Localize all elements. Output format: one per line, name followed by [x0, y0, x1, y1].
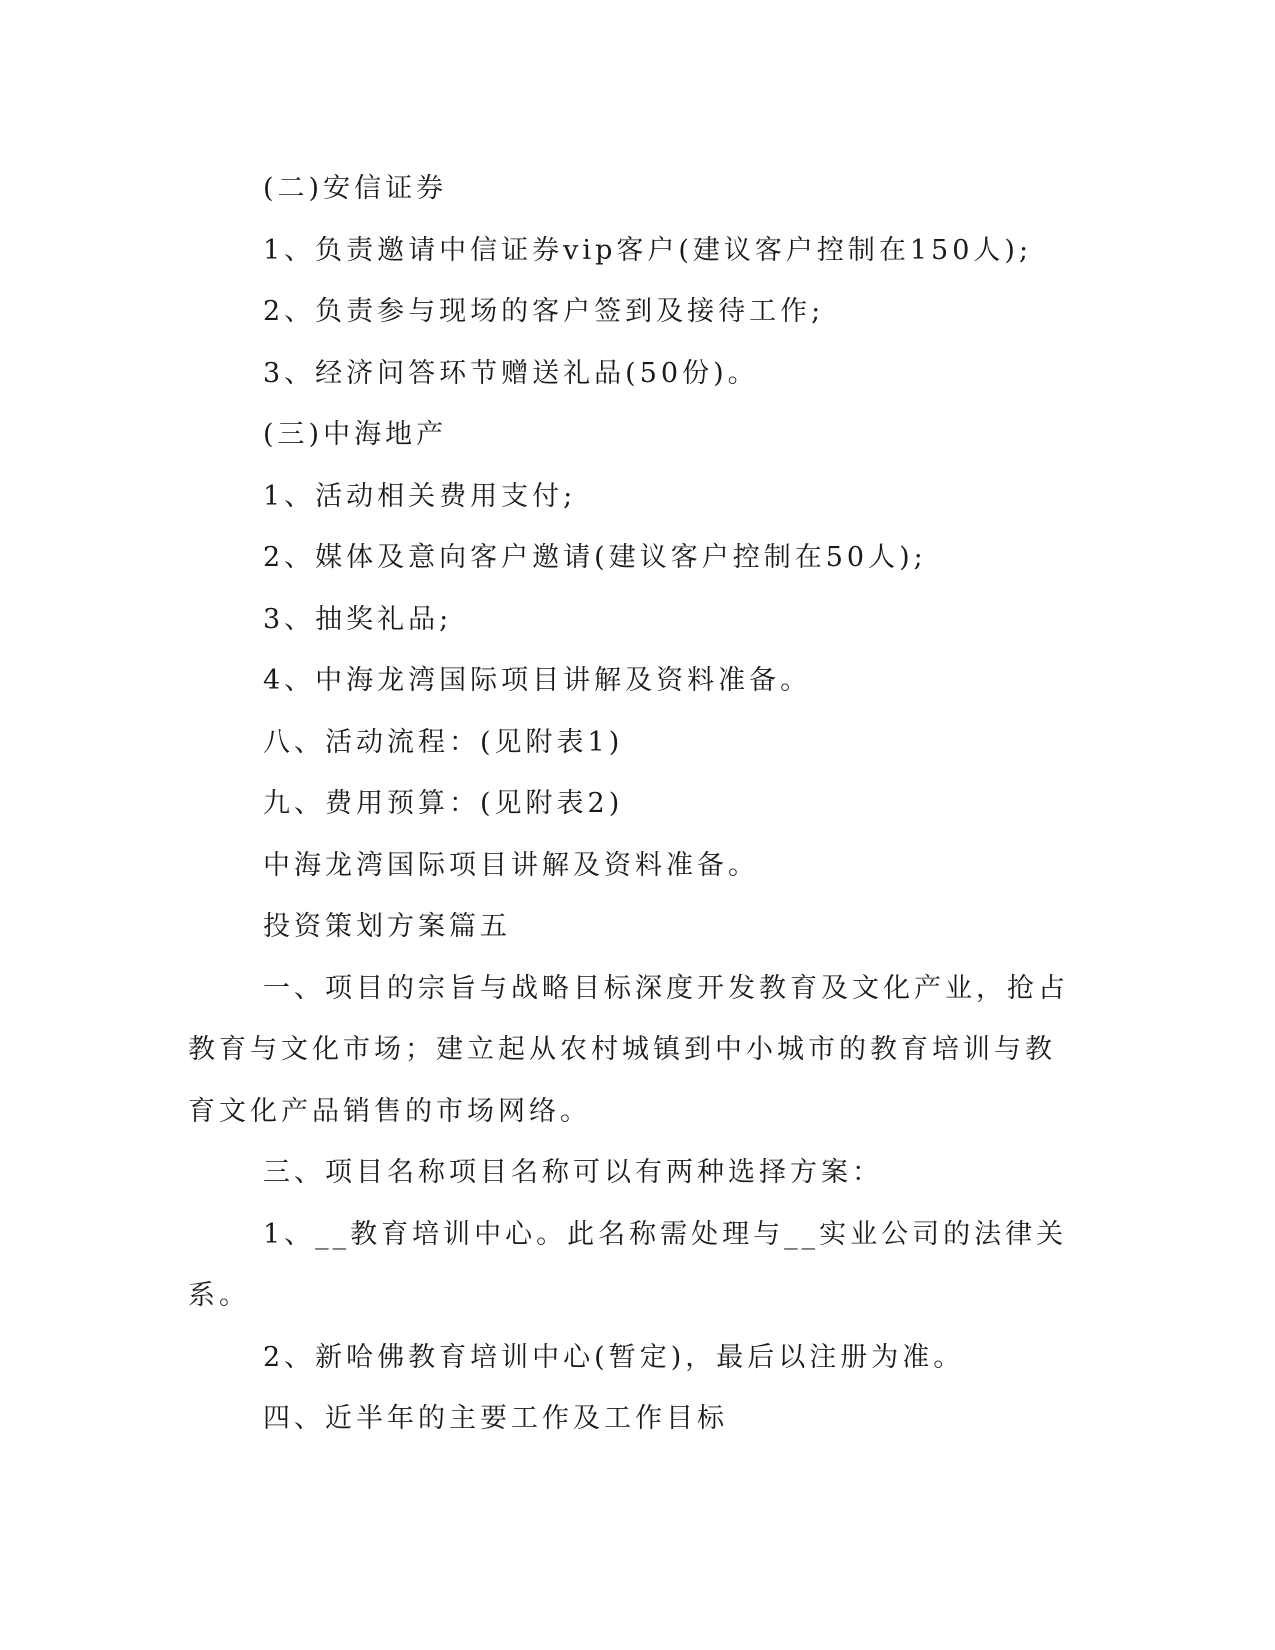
zhonghai-item-1: 1、活动相关费用支付; — [263, 480, 577, 512]
section-heading-anxin: (二)安信证券 — [263, 173, 448, 204]
zhonghai-item-3: 3、抽奖礼品; — [263, 603, 453, 635]
section-heading-zhonghai: (三)中海地产 — [263, 419, 448, 450]
document-body — [188, 158, 1078, 1450]
anxin-item-2: 2、负责参与现场的客户签到及接待工作; — [263, 296, 825, 327]
project-name-option-1: 1、__教育培训中心。此名称需处理与__实业公司的法律关系。 — [188, 1218, 1068, 1311]
anxin-item-3: 3、经济问答环节赠送礼品(50份)。 — [263, 357, 759, 389]
anxin-item-1: 1、负责邀请中信证券vip客户(建议客户控制在150人); — [263, 234, 1033, 266]
project-prep-note: 中海龙湾国际项目讲解及资料准备。 — [263, 849, 759, 881]
project-name-heading: 三、项目名称项目名称可以有两种选择方案： — [263, 1157, 883, 1188]
chapter-title: 投资策划方案篇五 — [263, 911, 511, 942]
project-purpose: 一、项目的宗旨与战略目标深度开发教育及文化产业，抢占教育与文化市场；建立起从农村城镇到中小城市的教育培训与教育文化产品销售的市场网络。 — [188, 972, 1069, 1127]
activity-flow: 八、活动流程：(见附表1) — [263, 726, 624, 758]
project-name-option-2: 2、新哈佛教育培训中心(暂定)，最后以注册为准。 — [263, 1341, 965, 1373]
zhonghai-item-2: 2、媒体及意向客户邀请(建议客户控制在50人); — [263, 542, 927, 573]
budget: 九、费用预算：(见附表2) — [263, 788, 624, 819]
zhonghai-item-4: 4、中海龙湾国际项目讲解及资料准备。 — [263, 665, 812, 696]
half-year-goals-heading: 四、近半年的主要工作及工作目标 — [263, 1403, 728, 1434]
